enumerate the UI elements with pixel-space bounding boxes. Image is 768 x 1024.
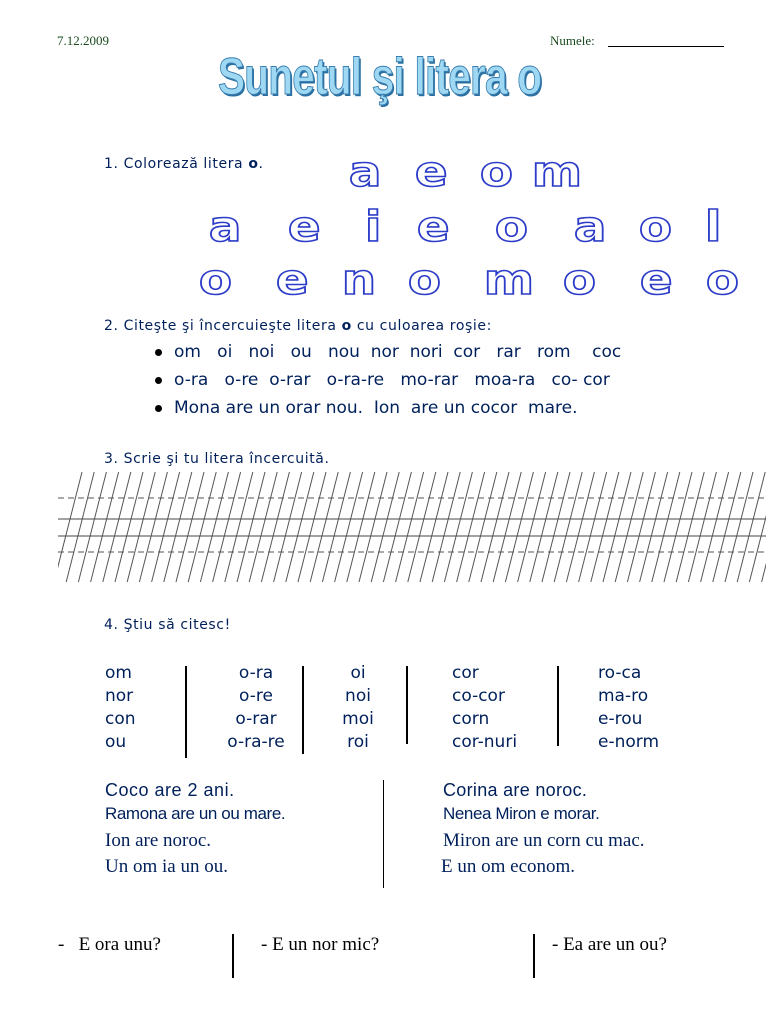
slant-guide-line <box>237 472 265 582</box>
slant-guide-line <box>139 472 167 582</box>
slant-guide-line <box>188 472 216 582</box>
letter-box[interactable]: e <box>639 255 673 304</box>
slant-guide-line <box>505 472 533 582</box>
bullet-dot <box>155 405 162 412</box>
slant-guide-line <box>371 472 399 582</box>
text-divider <box>383 780 384 888</box>
column-word: con <box>105 709 136 729</box>
task-1-label <box>104 156 264 172</box>
reading-line: Coco are 2 ani. <box>105 780 235 800</box>
column-word: o-rar <box>235 709 277 729</box>
slant-guide-line <box>688 472 716 582</box>
letter-box[interactable]: e <box>287 202 321 251</box>
question: - E un nor mic? <box>261 934 380 955</box>
slant-guide-line <box>127 472 155 582</box>
slant-guide-line <box>530 472 558 582</box>
column-word: e-norm <box>598 732 660 752</box>
slant-guide-line <box>493 472 521 582</box>
slant-guide-line <box>518 472 546 582</box>
column-word: ro-ca <box>598 663 642 683</box>
slant-guide-line <box>213 472 241 582</box>
reading-column <box>598 662 659 754</box>
handwriting-lines[interactable] <box>58 470 766 585</box>
letter-box[interactable]: m <box>483 255 535 304</box>
slant-guide-line <box>664 472 692 582</box>
column-word: o-ra <box>238 663 274 683</box>
question-divider <box>232 934 234 978</box>
letter-box[interactable]: o <box>705 255 740 304</box>
slant-guide-line <box>396 472 424 582</box>
slant-guide-line <box>554 472 582 582</box>
reading-line: Nenea Miron e morar. <box>443 804 600 823</box>
page-title: Sunetul şi litera o <box>218 48 542 106</box>
slant-guide-line <box>432 472 460 582</box>
task-1-letter: o <box>248 156 259 172</box>
column-word: om <box>105 663 132 683</box>
reading-line: Ion are noroc. <box>105 830 212 851</box>
bullet-dot <box>155 377 162 384</box>
slant-guide-line <box>115 472 143 582</box>
column-word: corn <box>452 709 490 729</box>
slant-guide-line <box>225 472 253 582</box>
slant-guide-line <box>542 472 570 582</box>
column-word: roi <box>347 732 369 752</box>
slant-guide-line <box>420 472 448 582</box>
slant-guide-line <box>627 472 655 582</box>
task-2-label <box>104 318 492 334</box>
bullet-dot <box>155 349 162 356</box>
column-divider <box>302 666 304 754</box>
slant-guide-line <box>713 472 741 582</box>
name-line[interactable] <box>608 46 724 47</box>
column-word: ou <box>105 732 127 752</box>
column-word: oi <box>350 663 366 683</box>
task-1-suffix: . <box>258 156 264 172</box>
slant-guide-line <box>78 472 106 582</box>
reading-line: Corina are noroc. <box>443 780 588 800</box>
name-label: Numele: <box>550 33 595 48</box>
slant-guide-line <box>103 472 131 582</box>
column-word: o-re <box>239 686 273 706</box>
slant-guide-line <box>298 472 326 582</box>
slant-guide-line <box>749 472 766 582</box>
task-3-label: 3. Scrie şi tu litera încercuită. <box>104 451 330 467</box>
reading-column <box>218 662 294 754</box>
slant-guide-line <box>603 472 631 582</box>
letter-box[interactable]: o <box>494 202 529 251</box>
column-word: noi <box>345 686 371 706</box>
slant-guide-line <box>310 472 338 582</box>
question: - Ea are un ou? <box>552 934 667 955</box>
letter-box[interactable]: m <box>531 147 583 196</box>
slant-guide-line <box>652 472 680 582</box>
task-2-letter: o <box>341 318 352 334</box>
slant-guide-line <box>444 472 472 582</box>
letter-box[interactable]: o <box>198 255 233 304</box>
slant-guide-line <box>566 472 594 582</box>
slant-guide-line <box>481 472 509 582</box>
letter-box[interactable]: o <box>479 147 514 196</box>
letter-box[interactable]: o <box>638 202 673 251</box>
column-word: o-ra-re <box>227 732 285 752</box>
slant-guide-line <box>701 472 729 582</box>
slant-guide-line <box>383 472 411 582</box>
letter-box[interactable]: a <box>208 202 242 251</box>
reading-column <box>105 662 136 754</box>
column-word: cor-nuri <box>452 732 518 752</box>
slant-guide-line <box>640 472 668 582</box>
letter-box[interactable]: e <box>414 147 448 196</box>
letter-box[interactable]: e <box>416 202 450 251</box>
slant-guide-line <box>676 472 704 582</box>
reading-line: Un om ia un ou. <box>105 856 228 877</box>
slant-guide-line <box>66 472 94 582</box>
reading-line: Miron are un corn cu mac. <box>443 830 645 851</box>
slant-guide-line <box>457 472 485 582</box>
slant-guide-line <box>335 472 363 582</box>
task-2-suffix: cu culoarea roşie: <box>356 318 492 334</box>
bullet-item: Mona are un orar nou. Ion are un cocor mare. <box>174 398 578 418</box>
bullet-item: om oi noi ou nou nor nori cor rar rom coc <box>174 342 622 362</box>
reading-column <box>452 662 517 754</box>
column-word: ma-ro <box>598 686 649 706</box>
reading-line: Ramona are un ou mare. <box>105 804 286 823</box>
slant-guide-line <box>408 472 436 582</box>
slant-guide-line <box>469 472 497 582</box>
bullet-item: o-ra o-re o-rar o-ra-re mo-rar moa-ra co- cor <box>174 370 610 390</box>
column-word: moi <box>342 709 374 729</box>
question: - E ora unu? <box>58 934 161 955</box>
question-divider <box>533 934 535 978</box>
slant-guide-line <box>286 472 314 582</box>
reading-line: E un om econom. <box>441 856 576 877</box>
slant-guide-line <box>200 472 228 582</box>
slant-guide-line <box>737 472 765 582</box>
column-divider <box>557 666 559 746</box>
slant-guide-line <box>176 472 204 582</box>
letter-box[interactable]: n <box>341 255 377 304</box>
slant-guide-line <box>274 472 302 582</box>
column-word: cor <box>452 663 479 683</box>
column-divider <box>406 666 408 744</box>
slant-guide-line <box>249 472 277 582</box>
slant-guide-line <box>347 472 375 582</box>
date: 7.12.2009 <box>57 33 109 48</box>
slant-guide-line <box>615 472 643 582</box>
column-word: e-rou <box>598 709 643 729</box>
letter-box[interactable]: o <box>407 255 442 304</box>
slant-guide-line <box>591 472 619 582</box>
task-1-text: 1. Colorează litera <box>104 156 244 172</box>
letter-box[interactable]: i <box>364 202 382 251</box>
slant-guide-line <box>725 472 753 582</box>
slant-guide-line <box>261 472 289 582</box>
slant-guide-line <box>164 472 192 582</box>
slant-guide-line <box>152 472 180 582</box>
letter-box[interactable]: a <box>573 202 607 251</box>
slant-guide-line <box>579 472 607 582</box>
letter-box[interactable]: e <box>275 255 309 304</box>
column-divider <box>185 666 187 758</box>
slant-guide-line <box>91 472 119 582</box>
column-word: co-cor <box>452 686 505 706</box>
column-word: nor <box>105 686 134 706</box>
slant-guide-line <box>359 472 387 582</box>
task-2-text: 2. Citeşte şi încercuieşte litera <box>104 318 337 334</box>
task-4-label: 4. Ştiu să citesc! <box>104 617 231 633</box>
reading-column <box>330 662 386 754</box>
letter-box[interactable]: a <box>348 147 382 196</box>
letter-box[interactable]: o <box>562 255 597 304</box>
letter-box[interactable]: l <box>704 202 722 251</box>
slant-guide-line <box>322 472 350 582</box>
